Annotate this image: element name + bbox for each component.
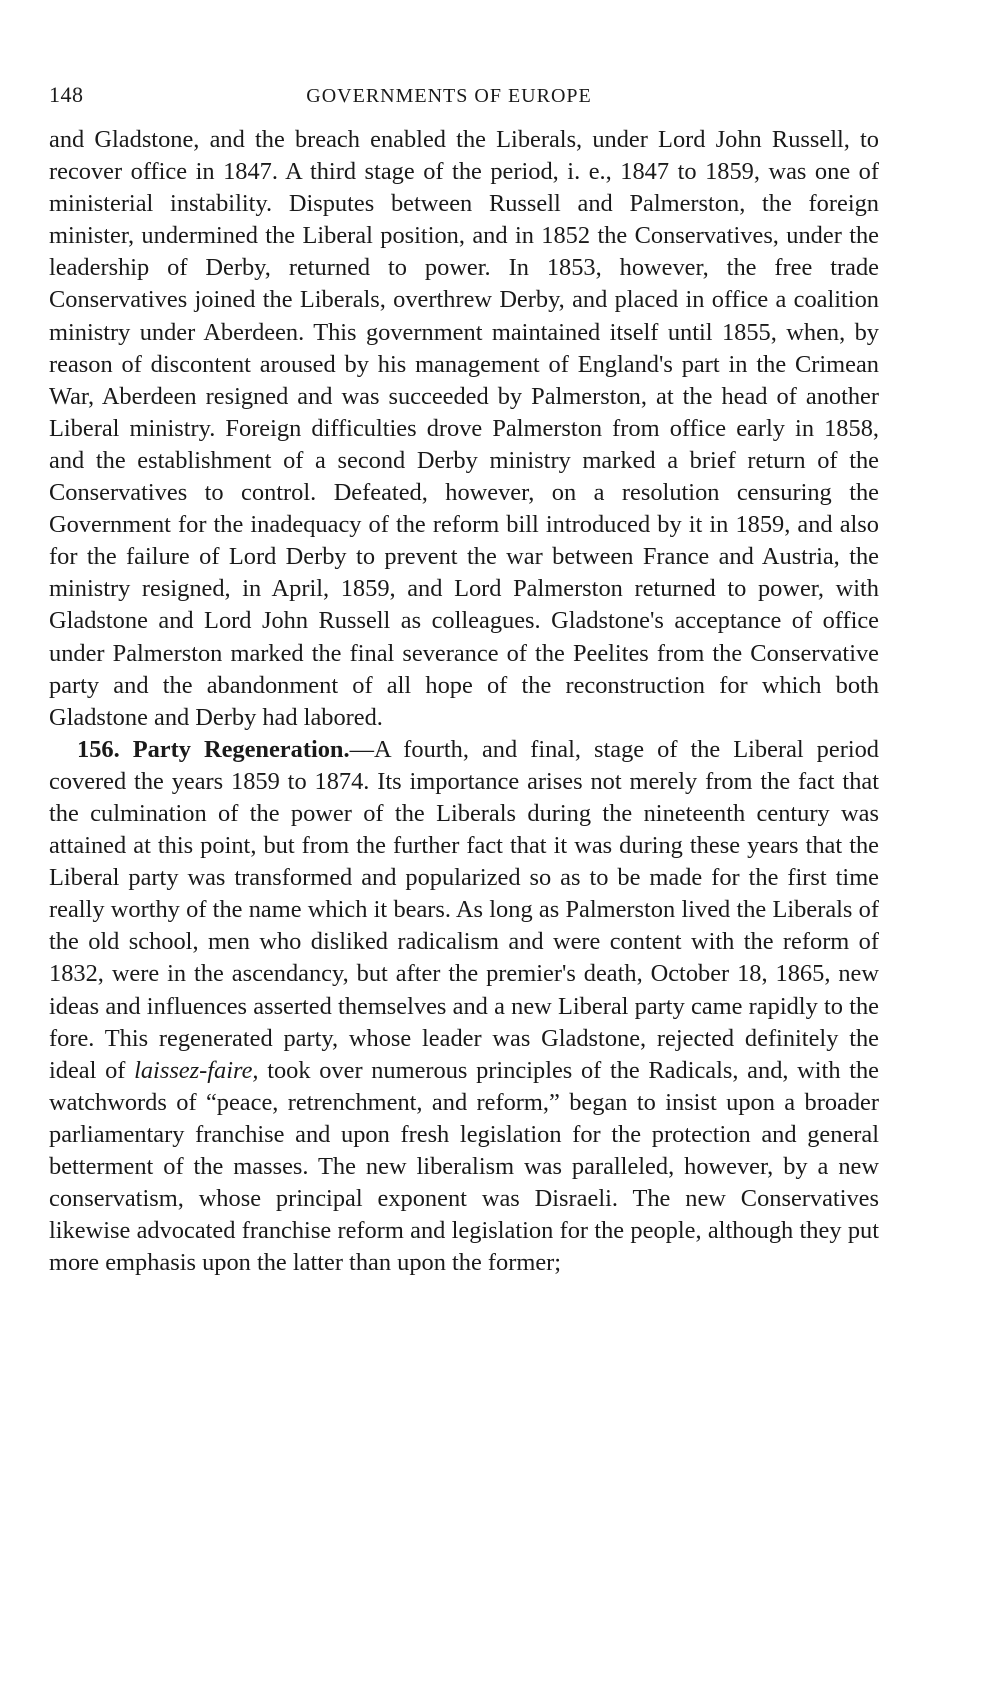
page-number: 148 [49,82,84,107]
running-title: GOVERNMENTS OF EUROPE [306,85,592,107]
section-text-part-2: took over numerous principles of the Radicals, and, with the watchwords of “peace, retrenchment, and reform,” began to insist upon a broader parliamentary franchise and upon fresh legislation for the protection and general betterment of the masses. The new liberalism was paralleled, however, by a new conservatism, whose principal exponent was Disraeli. The new Conservatives likewise advocated franchise reform and legislation for the people, although they put more emphasis upon the latter than upon the former; [49,1056,879,1277]
italic-term: laissez-faire, [134,1056,259,1084]
section-heading: Party Regeneration. [132,735,350,763]
running-head [49,82,879,118]
book-page [49,82,879,1279]
paragraph-section-156 [49,734,879,1280]
section-text-part-1: —A fourth, and final, stage of the Liberal period covered the years 1859 to 1874. Its importance arises not merely from the fact that the culmination of the power of the Liberals during the nineteenth century was attained at this point, but from the further fact that it was during these years that the Liberal party was transformed and popularized so as to be made for the first time really worthy of the name which it bears. As long as Palmerston lived the Liberals of the old school, men who disliked radicalism and were content with the reform of 1832, were in the ascendancy, but after the premier's death, October 18, 1865, new ideas and influences asserted themselves and a new Liberal party came rapidly to the fore. This regenerated party, whose leader was Gladstone, rejected definitely the ideal of [49,735,879,1084]
paragraph-continued: and Gladstone, and the breach enabled the Liberals, under Lord John Russell, to recover office in 1847. A third stage of the period, i. e., 1847 to 1859, was one of ministerial instability. Disputes between Russell and Palmerston, the foreign minister, undermined the Liberal position, and in 1852 the Conservatives, under the leadership of Derby, returned to power. In 1853, however, the free trade Conservatives joined the Liberals, overthrew Derby, and placed in office a coalition ministry under Aberdeen. This government maintained itself until 1855, when, by reason of discontent aroused by his management of England's part in the Crimean War, Aberdeen resigned and was succeeded by Palmerston, at the head of another Liberal ministry. Foreign difficulties drove Palmerston from office early in 1858, and the establishment of a second Derby ministry marked a brief return of the Conservatives to control. Defeated, however, on a resolution censuring the Government for the inadequacy of the reform bill introduced by it in 1859, and also for the failure of Lord Derby to prevent the war between France and Austria, the ministry resigned, in April, 1859, and Lord Palmerston returned to power, with Gladstone and Lord John Russell as colleagues. Gladstone's acceptance of office under Palmerston marked the final severance of the Peelites from the Conservative party and the abandonment of all hope of the reconstruction for which both Gladstone and Derby had labored. [49,126,879,731]
section-number: 156. [77,735,120,763]
body-text [49,124,879,1279]
